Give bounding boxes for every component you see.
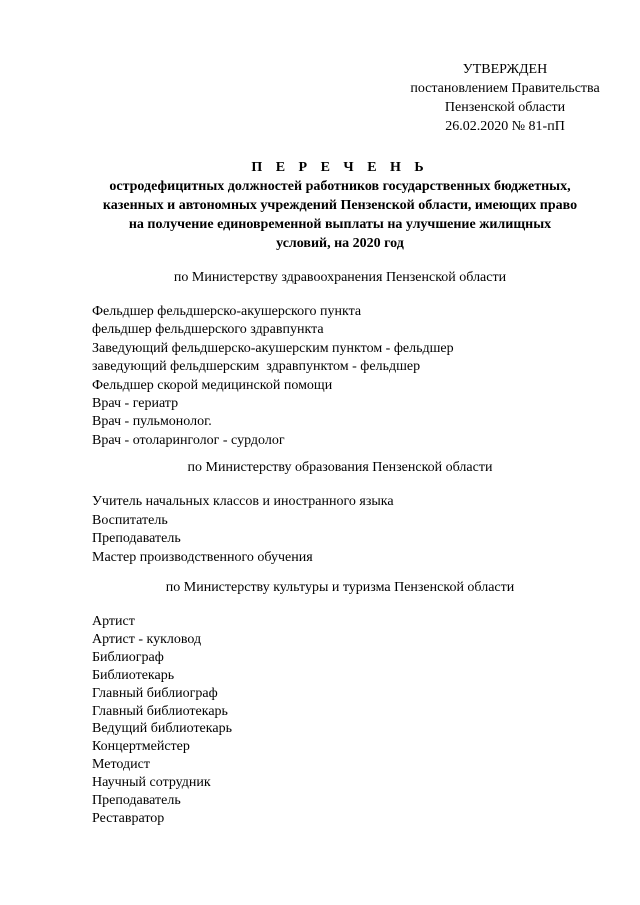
list-item: Мастер производственного обучения xyxy=(92,549,313,565)
heading-line-1: остродефицитных должностей работников государственных бюджетных, xyxy=(109,179,571,194)
list-item: Фельдшер фельдшерско-акушерского пункта xyxy=(92,304,362,319)
approval-resolution: постановлением Правительства xyxy=(410,81,600,96)
heading-line-4: условий, на 2020 год xyxy=(276,236,404,251)
list-item: Артист xyxy=(92,614,135,629)
list-item: Реставратор xyxy=(92,810,165,826)
list-item: Артист - кукловод xyxy=(92,631,202,647)
section-title-health: по Министерству здравоохранения Пензенской области xyxy=(173,270,507,285)
list-item: Концертмейстер xyxy=(92,739,190,755)
list-item: Фельдшер скорой медицинской помощи xyxy=(92,377,333,393)
list-item: Преподаватель xyxy=(92,793,181,809)
list-item: Главный библиотекарь xyxy=(92,703,228,719)
document-heading xyxy=(60,158,620,253)
list-item: Библиограф xyxy=(92,649,164,665)
list-item: Заведующий фельдшерско-акушерским пунктом - фельдшер xyxy=(92,340,454,356)
list-item: фельдшер фельдшерского здравпункта xyxy=(92,322,324,338)
list-item: Научный сотрудник xyxy=(92,775,211,791)
list-item: Главный библиограф xyxy=(92,685,218,701)
document-title: П Е Р Е Ч Е Н Ь xyxy=(251,160,429,175)
list-item: Воспитатель xyxy=(92,512,168,528)
approval-title: УТВЕРЖДЕН xyxy=(462,62,548,77)
list-item: Врач - отоларинголог - сурдолог xyxy=(92,432,285,448)
list-item: Преподаватель xyxy=(92,531,181,546)
list-item: Врач - пульмонолог. xyxy=(92,414,212,430)
section-list-culture xyxy=(92,613,612,828)
list-item: Ведущий библиотекарь xyxy=(92,721,232,737)
heading-line-2: казенных и автономных учреждений Пензенской области, имеющих право xyxy=(102,198,578,213)
approval-stamp xyxy=(390,60,620,136)
list-item: Учитель начальных классов и иностранного языка xyxy=(92,494,394,509)
section-title-education: по Министерству образования Пензенской области xyxy=(187,460,493,475)
list-item: Методист xyxy=(92,757,150,773)
approval-date-number: 26.02.2020 № 81-пП xyxy=(445,119,565,134)
list-item: Библиотекарь xyxy=(92,667,175,683)
section-title-culture: по Министерству культуры и туризма Пензенской области xyxy=(165,580,515,595)
heading-line-3: на получение единовременной выплаты на улучшение жилищных xyxy=(128,217,552,232)
list-item: Врач - гериатр xyxy=(92,396,179,412)
section-list-health xyxy=(92,303,612,450)
approval-region: Пензенской области xyxy=(444,100,566,115)
list-item: заведующий фельдшерским здравпунктом - фельдшер xyxy=(92,359,421,375)
section-list-education xyxy=(92,493,612,567)
